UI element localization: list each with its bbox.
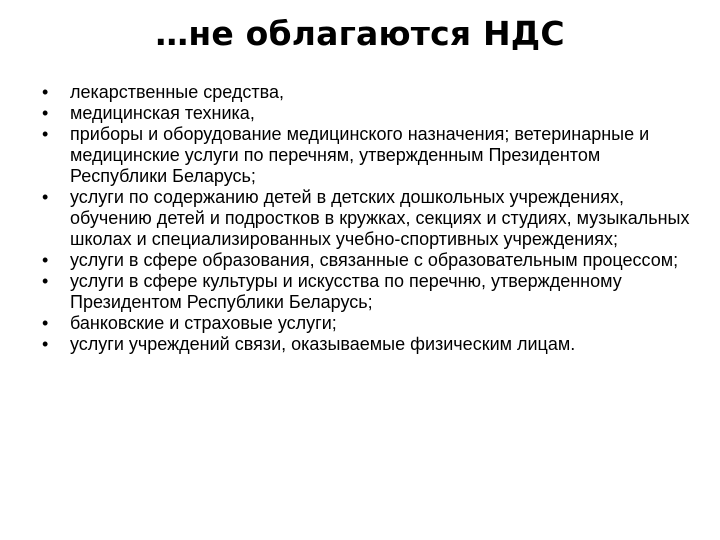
list-item xyxy=(42,187,692,250)
list-item xyxy=(42,82,692,103)
list-item-text: услуги учреждений связи, оказываемые физическим лицам. xyxy=(70,334,576,354)
bullet-icon: • xyxy=(42,334,49,354)
bullet-icon: • xyxy=(42,271,49,291)
list-item-text: приборы и оборудование медицинского назначения; ветеринарные и медицинские услуги по перечням, утвержденным Президентом Республики Беларусь; xyxy=(70,124,650,186)
bullet-list xyxy=(42,82,692,355)
list-item-text: услуги по содержанию детей в детских дошкольных учреждениях, обучению детей и подростков в кружках, секциях и студиях, музыкальных школах и специализированных учебно-спортивных учреждениях; xyxy=(70,187,690,249)
list-item-text: лекарственные средства, xyxy=(70,82,284,102)
list-item xyxy=(42,124,692,187)
list-item-text: услуги в сфере образования, связанные с образовательным процессом; xyxy=(70,250,679,270)
slide-title: …не облагаются НДС xyxy=(155,14,565,53)
bullet-icon: • xyxy=(42,313,49,333)
bullet-icon: • xyxy=(42,187,49,207)
list-item-text: услуги в сфере культуры и искусства по перечню, утвержденному Президентом Республики Беларусь; xyxy=(70,271,622,312)
bullet-icon: • xyxy=(42,82,49,102)
list-item-text: медицинская техника, xyxy=(70,103,255,123)
bullet-icon: • xyxy=(42,103,49,123)
list-item-text: банковские и страховые услуги; xyxy=(70,313,337,333)
bullet-icon: • xyxy=(42,124,49,144)
list-item xyxy=(42,313,692,334)
bullet-icon: • xyxy=(42,250,49,270)
list-item xyxy=(42,250,692,271)
list-item xyxy=(42,271,692,313)
list-item xyxy=(42,334,692,355)
list-item xyxy=(42,103,692,124)
